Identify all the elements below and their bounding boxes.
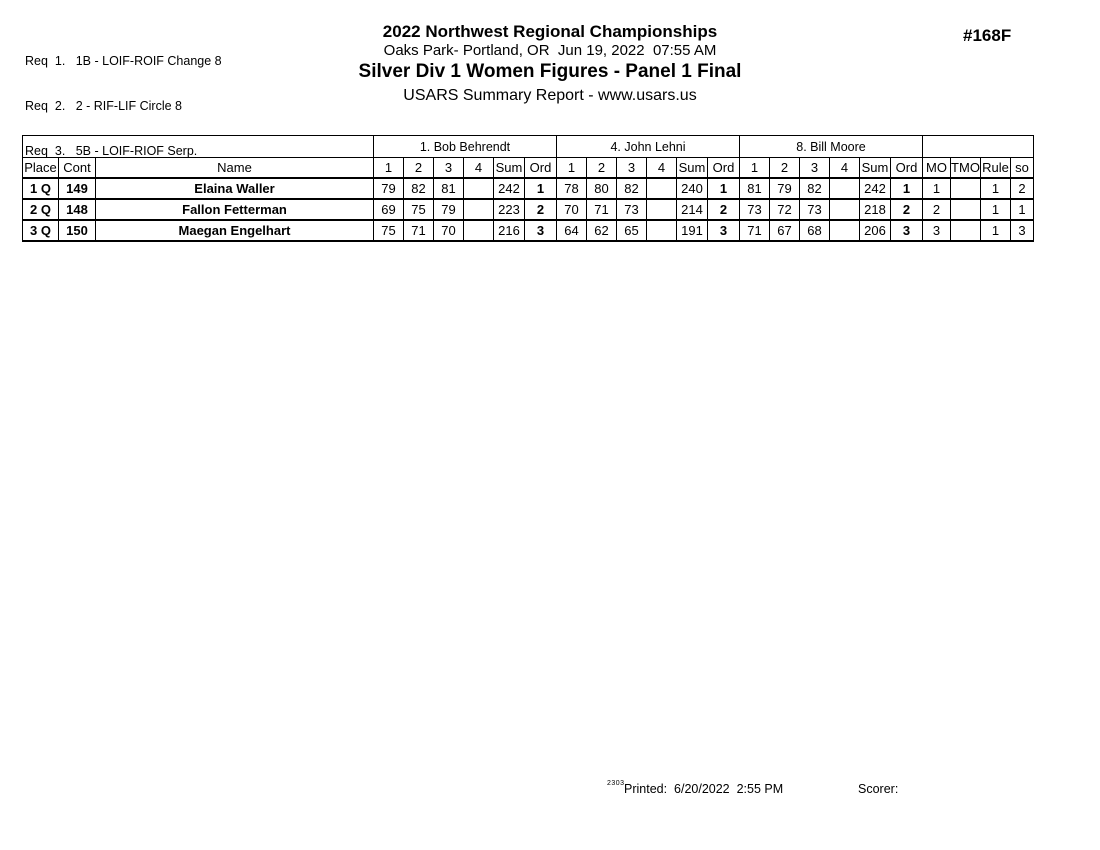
results-table	[22, 135, 1034, 242]
score-cell-j3-2: 67	[770, 220, 800, 241]
col-header-judge2-ord: Ord	[708, 158, 740, 179]
score-cell-j1-2: 71	[404, 220, 434, 241]
col-header-judge1-2: 2	[404, 158, 434, 179]
so-cell: 1	[1011, 199, 1034, 220]
score-cell-j3-1: 71	[740, 220, 770, 241]
cont-cell: 148	[59, 199, 96, 220]
tmo-cell	[951, 220, 981, 241]
col-header-judge3-sum: Sum	[860, 158, 891, 179]
tmo-cell	[951, 199, 981, 220]
score-cell-j1-2: 75	[404, 199, 434, 220]
score-cell-j1-1: 69	[374, 199, 404, 220]
so-cell: 3	[1011, 220, 1034, 241]
score-cell-j3-1: 73	[740, 199, 770, 220]
requirement-line: Req 2. 2 - RIF-LIF Circle 8	[25, 99, 182, 113]
col-header-judge1-4: 4	[464, 158, 494, 179]
report-type-line: USARS Summary Report - www.usars.us	[403, 87, 697, 104]
score-cell-j1-4	[464, 178, 494, 199]
ord-cell-j3: 3	[891, 220, 923, 241]
name-cell: Elaina Waller	[96, 178, 374, 199]
score-cell-j3-3: 68	[800, 220, 830, 241]
col-header-cont: Cont	[59, 158, 96, 179]
event-title: Silver Div 1 Women Figures - Panel 1 Final	[358, 61, 742, 82]
place-cell: 2 Q	[23, 199, 59, 220]
cont-cell: 149	[59, 178, 96, 199]
printed-timestamp: Printed: 6/20/2022 2:55 PM	[624, 782, 784, 796]
col-header-judge1-1: 1	[374, 158, 404, 179]
footer-code: 2303	[607, 780, 625, 787]
ord-cell-j2: 1	[708, 178, 740, 199]
cont-cell: 150	[59, 220, 96, 241]
score-cell-j1-1: 79	[374, 178, 404, 199]
name-cell: Fallon Fetterman	[96, 199, 374, 220]
col-header-rule: Rule	[981, 158, 1011, 179]
ord-cell-j2: 3	[708, 220, 740, 241]
name-cell: Maegan Engelhart	[96, 220, 374, 241]
col-header-judge3-ord: Ord	[891, 158, 923, 179]
score-cell-j3-3: 82	[800, 178, 830, 199]
score-cell-j1-2: 82	[404, 178, 434, 199]
col-header-tmo: TMO	[951, 158, 981, 179]
score-cell-j1-1: 75	[374, 220, 404, 241]
ord-cell-j1: 3	[525, 220, 557, 241]
col-header-judge1-sum: Sum	[494, 158, 525, 179]
score-cell-j2-2: 80	[587, 178, 617, 199]
score-cell-j3-3: 73	[800, 199, 830, 220]
judge-row-spacer-left	[23, 136, 374, 158]
ord-cell-j3: 1	[891, 178, 923, 199]
score-cell-j1-4	[464, 220, 494, 241]
score-cell-j2-4	[647, 220, 677, 241]
results-table-wrap	[22, 135, 1034, 242]
mo-cell: 1	[923, 178, 951, 199]
requirement-line: Req 3. 5B - LOIF-RIOF Serp.	[25, 144, 198, 158]
event-number: #168F	[963, 26, 1012, 45]
sum-cell-j2: 214	[677, 199, 708, 220]
results-row	[23, 199, 1034, 220]
score-cell-j2-3: 73	[617, 199, 647, 220]
score-cell-j2-3: 82	[617, 178, 647, 199]
col-header-judge2-sum: Sum	[677, 158, 708, 179]
col-header-judge3-1: 1	[740, 158, 770, 179]
score-cell-j3-4	[830, 220, 860, 241]
title-block	[0, 22, 1100, 108]
venue-date-line: Oaks Park- Portland, OR Jun 19, 2022 07:55 AM	[383, 42, 717, 59]
score-cell-j2-2: 62	[587, 220, 617, 241]
score-cell-j2-1: 70	[557, 199, 587, 220]
col-header-judge3-3: 3	[800, 158, 830, 179]
col-header-judge3-4: 4	[830, 158, 860, 179]
score-cell-j3-4	[830, 199, 860, 220]
score-cell-j1-3: 81	[434, 178, 464, 199]
col-header-judge3-2: 2	[770, 158, 800, 179]
col-header-judge1-ord: Ord	[525, 158, 557, 179]
sum-cell-j1: 242	[494, 178, 525, 199]
sum-cell-j2: 240	[677, 178, 708, 199]
col-header-place: Place	[23, 158, 59, 179]
col-header-judge1-3: 3	[434, 158, 464, 179]
score-cell-j1-4	[464, 199, 494, 220]
score-cell-j2-1: 64	[557, 220, 587, 241]
col-header-judge2-4: 4	[647, 158, 677, 179]
score-cell-j3-2: 79	[770, 178, 800, 199]
judge-name-2: 4. John Lehni	[557, 136, 740, 158]
judge-name-1: 1. Bob Behrendt	[374, 136, 557, 158]
sum-cell-j3: 242	[860, 178, 891, 199]
col-header-judge2-2: 2	[587, 158, 617, 179]
sum-cell-j2: 191	[677, 220, 708, 241]
sum-cell-j3: 206	[860, 220, 891, 241]
column-header-row	[23, 158, 1034, 179]
score-cell-j2-1: 78	[557, 178, 587, 199]
results-row	[23, 220, 1034, 241]
rule-cell: 1	[981, 178, 1011, 199]
scorer-label: Scorer:	[858, 782, 899, 796]
ord-cell-j2: 2	[708, 199, 740, 220]
judge-header-row	[23, 136, 1034, 158]
score-cell-j3-4	[830, 178, 860, 199]
col-header-judge2-3: 3	[617, 158, 647, 179]
mo-cell: 3	[923, 220, 951, 241]
ord-cell-j3: 2	[891, 199, 923, 220]
score-cell-j2-2: 71	[587, 199, 617, 220]
mo-cell: 2	[923, 199, 951, 220]
judge-name-3: 8. Bill Moore	[740, 136, 923, 158]
rule-cell: 1	[981, 220, 1011, 241]
score-cell-j3-2: 72	[770, 199, 800, 220]
requirement-line: Req 1. 1B - LOIF-ROIF Change 8	[25, 54, 222, 68]
col-header-mo: MO	[923, 158, 951, 179]
judge-row-spacer-right	[923, 136, 1034, 158]
tmo-cell	[951, 178, 981, 199]
col-header-name: Name	[96, 158, 374, 179]
score-cell-j2-4	[647, 199, 677, 220]
score-cell-j1-3: 70	[434, 220, 464, 241]
score-cell-j2-3: 65	[617, 220, 647, 241]
score-cell-j2-4	[647, 178, 677, 199]
championship-title: 2022 Northwest Regional Championships	[382, 22, 718, 41]
place-cell: 3 Q	[23, 220, 59, 241]
col-header-judge2-1: 1	[557, 158, 587, 179]
sum-cell-j1: 216	[494, 220, 525, 241]
ord-cell-j1: 2	[525, 199, 557, 220]
results-row	[23, 178, 1034, 199]
sum-cell-j3: 218	[860, 199, 891, 220]
place-cell: 1 Q	[23, 178, 59, 199]
sum-cell-j1: 223	[494, 199, 525, 220]
rule-cell: 1	[981, 199, 1011, 220]
so-cell: 2	[1011, 178, 1034, 199]
score-cell-j3-1: 81	[740, 178, 770, 199]
score-cell-j1-3: 79	[434, 199, 464, 220]
col-header-so: so	[1011, 158, 1034, 179]
ord-cell-j1: 1	[525, 178, 557, 199]
